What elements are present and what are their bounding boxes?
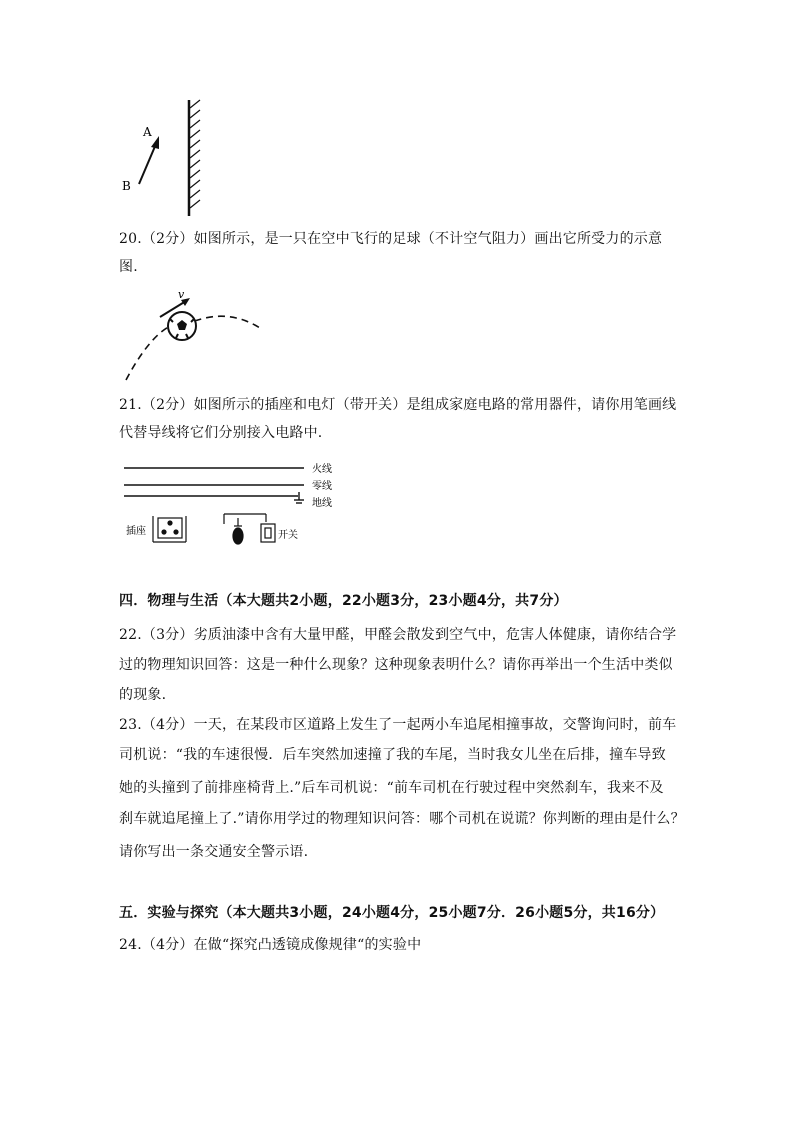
q21-line2: 代替导线将它们分别接入电路中. xyxy=(119,425,323,441)
section5-heading: 五．实验与探究（本大题共3小题，24小题4分，25小题7分．26小题5分，共16分） xyxy=(119,905,665,921)
q20-line2: 图. xyxy=(119,259,138,275)
mirror-hatching xyxy=(190,100,200,208)
q22-line3: 的现象. xyxy=(119,687,167,703)
ray-arrowhead xyxy=(151,136,159,149)
label-b: B xyxy=(122,179,131,193)
ray-ab xyxy=(139,144,156,184)
q23-line2: 司机说：“我的车速很慢．后车突然加速撞了我的车尾，当时我女儿坐在后排，撞车导致 xyxy=(119,747,666,763)
q22-line2: 过的物理知识回答：这是一种什么现象？这种现象表明什么？请你再举出一个生活中类似 xyxy=(119,657,673,673)
circuit-figure xyxy=(118,456,346,548)
q20-line1: 20.（2分）如图所示，是一只在空中飞行的足球（不计空气阻力）画出它所受力的示意 xyxy=(119,231,663,247)
ground-symbol-icon xyxy=(294,492,304,503)
q23-line4: 刹车就追尾撞上了.”请你用学过的物理知识问答：哪个司机在说谎？你判断的理由是什么？ xyxy=(119,811,685,827)
section4-heading: 四．物理与生活（本大题共2小题，22小题3分，23小题4分，共7分） xyxy=(119,593,568,609)
q24-line1: 24.（4分）在做“探究凸透镜成像规律“的实验中 xyxy=(119,937,422,953)
label-ground-wire: 地线 xyxy=(312,498,332,509)
football-figure xyxy=(120,286,262,384)
label-live-wire: 火线 xyxy=(312,464,332,475)
lamp-icon xyxy=(224,514,266,544)
q22-line1: 22.（3分）劣质油漆中含有大量甲醛，甲醛会散发到空气中，危害人体健康，请你结合学 xyxy=(119,627,677,643)
football-icon xyxy=(168,312,196,340)
label-socket: 插座 xyxy=(126,526,146,537)
q23-line3: 她的头撞到了前排座椅背上.”后车司机说：“前车司机在行驶过程中突然刹车，我来不及 xyxy=(119,780,664,796)
socket-icon xyxy=(153,516,186,542)
mirror-figure xyxy=(118,98,218,218)
label-v: v xyxy=(178,288,185,301)
label-switch: 开关 xyxy=(278,530,298,541)
label-a: A xyxy=(143,125,152,139)
q23-line1: 23.（4分）一天，在某段市区道路上发生了一起两小车追尾相撞事故，交警询问时，前车 xyxy=(119,717,677,733)
q23-line5: 请你写出一条交通安全警示语. xyxy=(119,844,309,860)
label-neutral-wire: 零线 xyxy=(312,481,332,492)
switch-icon xyxy=(261,524,275,542)
q21-line1: 21.（2分）如图所示的插座和电灯（带开关）是组成家庭电路的常用器件，请你用笔画线 xyxy=(119,397,677,413)
